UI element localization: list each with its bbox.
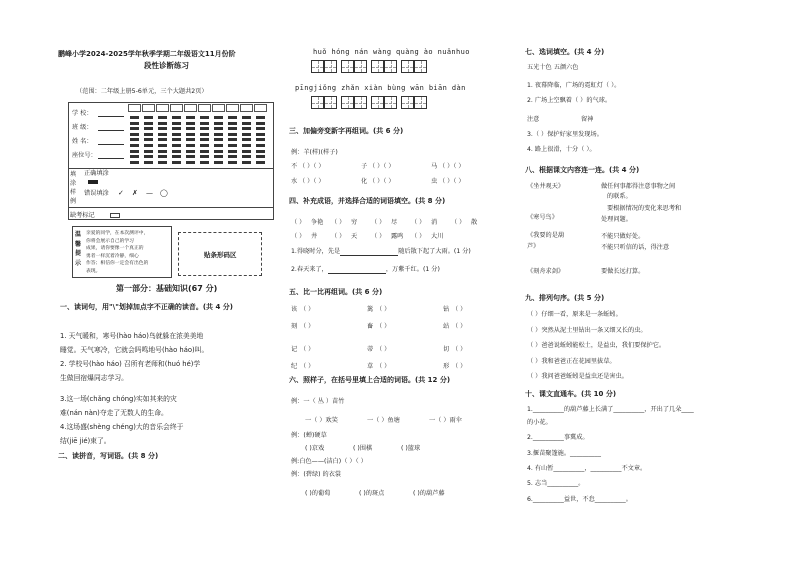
student-info-label: 学 校： [72,110,93,117]
exam-number-bubble[interactable] [228,155,237,158]
q10-item[interactable]: 3.揠苗聚篷施。__________ [527,450,601,457]
exam-number-bubble[interactable] [200,122,209,125]
q4-idiom-blank[interactable]: （ ） [291,233,306,240]
exam-number-bubble[interactable] [172,116,181,119]
exam-number-bubble[interactable] [130,122,139,125]
exam-number-bubble[interactable] [242,144,251,147]
exam-number-bubble[interactable] [228,122,237,125]
exam-number-bubble[interactable] [186,116,195,119]
exam-number-bubble[interactable] [214,138,223,141]
exam-number-bubble[interactable] [130,127,139,130]
scope-note: （范围：二年级上册5-6单元，三个大题共2页） [76,88,208,95]
exam-number-bubble[interactable] [256,127,265,130]
exam-number-bubble[interactable] [214,155,223,158]
exam-number-bubble[interactable] [214,122,223,125]
exam-number-bubble[interactable] [214,150,223,153]
q4-idiom-part: 井 [311,233,318,240]
exam-number-bubble[interactable] [144,144,153,147]
q6-blank[interactable]: ( )的葫芦藤 [413,490,445,497]
fill-legend-side-label: 填涂样例 [70,171,77,205]
q1-title: 一、读词句，用"\"划掉加点字不正确的读音。(共 4 分) [60,303,233,311]
q6-example2: 例：(蝉)硬草 [291,432,327,439]
q8-title: 八、根据课文内容连一连。(共 4 分) [525,166,640,174]
student-info-blank[interactable] [98,110,124,117]
exam-number-bubble[interactable] [186,144,195,147]
q4-idiom-part: 露鸣 [391,233,404,240]
q4-item1-blank[interactable] [340,249,398,256]
writing-grid-cell[interactable] [401,60,414,73]
exam-number-bubble[interactable] [256,138,265,141]
q5-char: 篱 [367,306,374,313]
notice-line: 作答；相信你一定会有出色的 [86,261,149,266]
q5-char: 蒂 [367,346,374,353]
exam-number-bubble[interactable] [130,138,139,141]
q4-idiom-part: 散 [471,219,478,226]
exam-number-bubble[interactable] [172,122,181,125]
q6-example1: 例：一（ 丛 ）苗竹 [291,398,345,405]
writing-grid-cell[interactable] [311,96,324,109]
q4-idiom-part: 穷 [351,219,358,226]
exam-number-bubble[interactable] [186,122,195,125]
exam-number-bubble[interactable] [242,138,251,141]
q1-line: 生做回宿爆同志学习。 [60,374,128,382]
pinyin-row2: pīngjiǒng zhǎn xiàn bùng wān biān dàn [295,84,466,92]
exam-number-digit-cell[interactable] [142,104,155,112]
q4-item1-text: 1.得晓时分，先是 [291,248,341,255]
wrong-fill-sample-icon: ◯ [160,189,168,197]
student-info-blank[interactable] [98,124,124,131]
q9-title: 九、排列句序。(共 5 分) [525,294,605,302]
exam-number-bubble[interactable] [242,155,251,158]
exam-number-bubble[interactable] [172,144,181,147]
q10-item[interactable]: 5. 志当__________。 [527,480,585,487]
q9-item[interactable]: （ ）仔细一看，原来是一条蚯蚓。 [527,311,622,318]
exam-number-bubble[interactable] [144,116,153,119]
exam-number-bubble[interactable] [158,133,167,136]
exam-number-bubble[interactable] [200,127,209,130]
q9-item[interactable]: （ ）突然从泥土里钻出一条又细又长的虫。 [527,326,647,334]
exam-number-bubble[interactable] [144,138,153,141]
q4-idiom-part: 争艳 [311,219,324,226]
q6-blank[interactable]: ( )的斑点 [359,490,385,497]
q7-item3: 3.（ ）保护好家里发现场。 [527,131,603,138]
q1-line: 难(nán nàn)夺走了无数人的生命。 [60,409,168,417]
q4-item2-text: 2.春天来了， [291,266,328,273]
pinyin-row1: huǒ hóng nán wàng quàng ào nuǎnhuo [313,48,470,56]
q4-idiom-blank[interactable]: （ ） [331,219,346,226]
exam-number-bubble[interactable] [158,122,167,125]
q5-char: 畜 [367,323,374,330]
exam-number-bubble[interactable] [256,133,265,136]
q5-blank[interactable]: （ ） [300,363,315,370]
q8-right-item[interactable]: 不能只做好处。 [601,233,645,240]
q3-blank[interactable]: （ ）（ ） [299,178,325,185]
column-right [525,0,765,562]
exam-number-digit-cell[interactable] [240,104,253,112]
q7-item4: 4. 路上很滑，十分（ ）。 [527,146,596,153]
exam-number-bubble[interactable] [200,138,209,141]
q5-char: 草 [367,363,374,370]
exam-number-bubble[interactable] [242,161,251,164]
writing-grid-cell[interactable] [324,60,337,73]
q4-item2 [291,266,440,274]
exam-number-bubble[interactable] [200,116,209,119]
writing-grid-cell[interactable] [384,60,397,73]
wrong-fill-sample-icon: — [146,189,153,197]
q8-left-item[interactable]: 《坐井观天》 [527,183,565,190]
exam-number-bubble[interactable] [200,133,209,136]
q10-item[interactable]: 4. 有山暂__________，__________不文章。 [527,465,647,472]
writing-grid-cell[interactable] [354,60,367,73]
exam-number-bubble[interactable] [200,144,209,147]
q5-blank[interactable]: （ ） [376,323,391,330]
barcode-area-label: 贴条形码区 [204,251,237,259]
q4-item1-tail: 随后散下起了大雨。(1 分) [398,248,471,255]
q3-blank[interactable]: （ ）（ ） [439,178,465,185]
q4-idiom-blank[interactable]: （ ） [331,233,346,240]
exam-number-bubble[interactable] [130,161,139,164]
exam-number-bubble[interactable] [172,150,181,153]
q7-option-a: 注意 [527,116,540,123]
exam-number-bubble[interactable] [256,150,265,153]
exam-number-bubble[interactable] [242,133,251,136]
absent-mark-label: 缺考标记 [70,212,95,219]
q3-blank[interactable]: （ ）（ ） [369,163,395,170]
exam-number-bubble[interactable] [200,150,209,153]
exam-number-bubble[interactable] [186,127,195,130]
exam-number-bubble[interactable] [158,150,167,153]
correct-fill-sample-icon [88,180,98,184]
q6-blank[interactable]: ( )篮球 [401,445,421,452]
exam-number-bubble[interactable] [158,116,167,119]
q5-char: 钻 [443,306,450,313]
exam-number-digit-cell[interactable] [170,104,183,112]
exam-number-bubble[interactable] [228,150,237,153]
q5-char: 站 [443,323,450,330]
writing-grid-cell[interactable] [401,96,414,109]
q8-right-item[interactable]: 的联系。 [607,193,632,200]
q5-char: 记 [291,346,298,353]
wrong-fill-sample-icon: ✗ [132,189,138,197]
exam-number-bubble[interactable] [214,133,223,136]
student-info-label: 班 级： [72,124,93,131]
q10-item[interactable]: 2.__________事冀成。 [527,434,589,441]
q2-title: 二、读拼音，写词语。(共 8 分) [58,452,159,460]
notice-line: 亲爱的同学，在本次测评中， [86,231,149,236]
q5-char: 刻 [291,323,298,330]
q4-idiom-blank[interactable]: （ ） [411,219,426,226]
q8-right-item[interactable]: 做任何事都得注意事物之间 [601,183,676,190]
q10-title: 十、课文直通车。(共 10 分) [525,390,617,398]
exam-number-bubble[interactable] [130,144,139,147]
q1-line: 结(jiē jié)束了。 [60,437,111,445]
q6-example3: 例:白色——(洁白)（ ）（ ） [291,458,367,465]
exam-number-bubble[interactable] [130,150,139,153]
q8-right-item[interactable]: 处理问题。 [601,216,632,223]
exam-number-digit-cell[interactable] [156,104,169,112]
exam-number-bubble[interactable] [214,161,223,164]
exam-number-bubble[interactable] [228,133,237,136]
q7-option-b: 留神 [581,116,594,123]
exam-number-bubble[interactable] [256,116,265,119]
q8-left-item[interactable]: 芦》 [527,243,540,250]
exam-number-digit-cell[interactable] [254,104,267,112]
column-left [58,0,280,562]
part1-title: 第一部分：基础知识(67 分) [116,284,218,293]
q3-title: 三、加偏旁变新字再组词。(共 6 分) [289,127,404,135]
notice-line: 表现。 [86,268,101,274]
q6-blank[interactable]: 一（ ）欢笑 [305,417,338,424]
absent-mark-checkbox[interactable] [110,213,120,218]
q5-blank[interactable]: （ ） [300,323,315,330]
q5-char: 形 [443,363,450,370]
exam-number-digit-cell[interactable] [128,104,141,112]
q5-blank[interactable]: （ ） [452,323,467,330]
q4-item2-blank[interactable] [328,267,386,274]
exam-number-bubble[interactable] [130,116,139,119]
q3-base-char: 马 [431,163,438,170]
q8-right-item[interactable]: 不能只听信的话，得注意 [601,244,670,251]
exam-number-bubble[interactable] [228,116,237,119]
exam-number-bubble[interactable] [214,116,223,119]
q5-blank[interactable]: （ ） [376,346,391,353]
q7-item2: 2. 广场上空飘着（ ）的气球。 [527,97,612,104]
exam-number-bubble[interactable] [256,144,265,147]
q4-idiom-blank[interactable]: （ ） [411,233,426,240]
correct-fill-label: 正确填涂 [84,170,109,177]
writing-grid-cell[interactable] [371,60,384,73]
q10-item[interactable]: 1.__________的葫芦藤上长满了__________，开出了几朵____ [527,406,694,413]
q4-title: 四、补充成语，并选择合适的词语填空。(共 8 分) [289,197,446,205]
exam-number-bubble[interactable] [144,127,153,130]
q5-blank[interactable]: （ ） [376,363,391,370]
q6-blank[interactable]: ( )围棋 [353,445,373,452]
q5-blank[interactable]: （ ） [452,363,467,370]
q8-right-item[interactable]: 要根据情况的变化来思考和 [607,205,682,212]
exam-number-bubble[interactable] [214,127,223,130]
exam-number-bubble[interactable] [242,122,251,125]
student-info-blank[interactable] [98,138,124,145]
q3-blank[interactable]: （ ）（ ） [439,163,465,170]
q6-blank[interactable]: 一（ ）雨伞 [429,417,462,424]
q4-item1 [291,248,471,256]
q3-example: 例：羊(样)(样子) [291,149,338,156]
exam-number-bubble[interactable] [130,155,139,158]
writing-grid-cell[interactable] [311,60,324,73]
q6-blank[interactable]: ( )京戏 [305,445,325,452]
exam-number-digit-cell[interactable] [226,104,239,112]
exam-number-bubble[interactable] [186,161,195,164]
q4-idiom-blank[interactable]: （ ） [371,219,386,226]
exam-number-bubble[interactable] [144,161,153,164]
q10-item[interactable]: 的小花。 [527,419,552,426]
q5-blank[interactable]: （ ） [300,306,315,313]
wrong-fill-label: 错误填涂 [84,190,109,197]
q3-base-char: 虫 [431,178,438,185]
writing-grid-cell[interactable] [341,60,354,73]
q3-blank[interactable]: （ ）（ ） [299,163,325,170]
q6-blank[interactable]: ( )的葡萄 [305,490,331,497]
student-info-label: 姓 名： [72,138,93,145]
q8-left-item[interactable]: 《我要的是葫 [527,232,565,239]
exam-title-line2: 段性诊断练习 [144,61,189,70]
q4-idiom-part: 天 [351,233,358,240]
q5-blank[interactable]: （ ） [452,306,467,313]
notice-side-label: 温馨提示 [75,231,82,267]
writing-grid-cell[interactable] [384,96,397,109]
q3-base-char: 子 [361,163,368,170]
writing-grid-cell[interactable] [414,96,427,109]
q5-char: 该 [291,306,298,313]
wrong-fill-sample-icon: ✓ [118,189,124,197]
exam-number-bubble[interactable] [256,122,265,125]
student-info-blank[interactable] [98,152,124,159]
q4-idiom-part: 消 [431,219,438,226]
q4-idiom-blank[interactable]: （ ） [451,219,466,226]
exam-number-bubble[interactable] [158,127,167,130]
q5-blank[interactable]: （ ） [376,306,391,313]
exam-number-bubble[interactable] [242,116,251,119]
exam-number-bubble[interactable] [158,155,167,158]
q8-right-item[interactable]: 要做长远打算。 [601,268,645,275]
q5-char: 切 [443,346,450,353]
q7-options1: 五光十色 五颜六色 [527,64,579,71]
exam-number-bubble[interactable] [158,138,167,141]
q4-idiom-part: 大川 [431,233,444,240]
q4-idiom-part: 尽 [391,219,398,226]
exam-number-bubble[interactable] [158,161,167,164]
q7-item1: 1. 夜幕降临，广场的霓虹灯（ ）。 [527,82,621,89]
q3-base-char: 不 [291,163,298,170]
exam-number-bubble[interactable] [186,155,195,158]
q9-item[interactable]: （ ）爸爸说蚯蚓能松土，是益虫，我们要保护它。 [527,342,666,349]
writing-grid-cell[interactable] [354,96,367,109]
exam-number-bubble[interactable] [242,127,251,130]
exam-number-digit-cell[interactable] [198,104,211,112]
writing-grid-cell[interactable] [414,60,427,73]
q1-line: 4.这场盛(shèng chéng)大的音乐会终于 [60,423,184,431]
exam-number-bubble[interactable] [186,133,195,136]
writing-grid-cell[interactable] [324,96,337,109]
q3-base-char: 水 [291,178,298,185]
exam-number-bubble[interactable] [186,138,195,141]
notice-line: 勇者一样沉着冷静，细心 [86,253,139,259]
exam-number-bubble[interactable] [200,161,209,164]
exam-number-bubble[interactable] [228,138,237,141]
exam-number-bubble[interactable] [242,150,251,153]
exam-title-line1: 鹏峰小学2024-2025学年秋季学期二年级语文11月份阶 [58,50,236,58]
exam-number-bubble[interactable] [172,161,181,164]
exam-number-bubble[interactable] [228,161,237,164]
q8-left-item[interactable]: 《刻舟求剑》 [527,268,565,275]
exam-number-bubble[interactable] [214,144,223,147]
q4-idiom-blank[interactable]: （ ） [291,219,306,226]
q6-title: 六、照样子，在括号里填上合适的词语。(共 12 分) [289,376,451,384]
exam-number-bubble[interactable] [172,138,181,141]
exam-number-bubble[interactable] [228,144,237,147]
q6-example4: 例：(碧绿) 的衣裳 [291,471,342,478]
notice-line: 成果，请你要像一个真正的 [86,246,144,251]
q8-left-item[interactable]: 《寒号鸟》 [527,214,558,221]
exam-number-bubble[interactable] [186,150,195,153]
q1-line: 3.这一场(chǎng chóng)实如其来的灾 [60,395,177,403]
exam-number-bubble[interactable] [144,155,153,158]
notice-line: 你将会展示自己的学习 [86,238,134,244]
q5-blank[interactable]: （ ） [300,346,315,353]
student-info-label: 座位号： [72,152,97,159]
q1-line: 1. 天气暖和，寒号(hào háo)鸟就躲在浓美美地 [60,332,204,340]
q9-item[interactable]: （ ）我问爸爸蚯蚓是益虫还是害虫。 [527,373,628,380]
q7-title: 七、选词填空。(共 4 分) [525,48,605,56]
writing-grid-cell[interactable] [371,96,384,109]
q5-title: 五、比一比再组词。(共 6 分) [289,288,383,296]
q3-base-char: 化 [361,178,368,185]
exam-number-bubble[interactable] [200,155,209,158]
q3-blank[interactable]: （ ）（ ） [369,178,395,185]
q4-item2-tail: ，万紫千红。(1 分) [385,266,440,273]
q4-idiom-blank[interactable]: （ ） [371,233,386,240]
exam-number-bubble[interactable] [130,133,139,136]
exam-number-digit-cell[interactable] [184,104,197,112]
exam-number-bubble[interactable] [228,127,237,130]
exam-number-bubble[interactable] [172,133,181,136]
q10-item[interactable]: 6.__________益世，不怠__________。 [527,496,632,503]
writing-grid-cell[interactable] [341,96,354,109]
exam-number-bubble[interactable] [256,155,265,158]
exam-number-bubble[interactable] [144,133,153,136]
q1-line: 2. 学校号(hào háo) 召所有老师和(huó hé)学 [60,360,201,368]
q5-char: 纪 [291,363,298,370]
exam-number-bubble[interactable] [144,150,153,153]
exam-number-bubble[interactable] [144,122,153,125]
q6-blank[interactable]: 一（ ）鱼塘 [367,417,400,424]
column-middle [289,0,511,562]
q5-blank[interactable]: （ ） [452,346,467,353]
exam-number-bubble[interactable] [256,161,265,164]
exam-number-digit-cell[interactable] [212,104,225,112]
exam-number-bubble[interactable] [158,144,167,147]
q9-item[interactable]: （ ）我和爸爸正在花园里拔草。 [527,357,616,365]
q1-line: 睡觉。天气寒冷，它就会吗鸣地号(hào háo)叫。 [60,346,209,354]
exam-number-bubble[interactable] [172,127,181,130]
exam-number-bubble[interactable] [172,155,181,158]
